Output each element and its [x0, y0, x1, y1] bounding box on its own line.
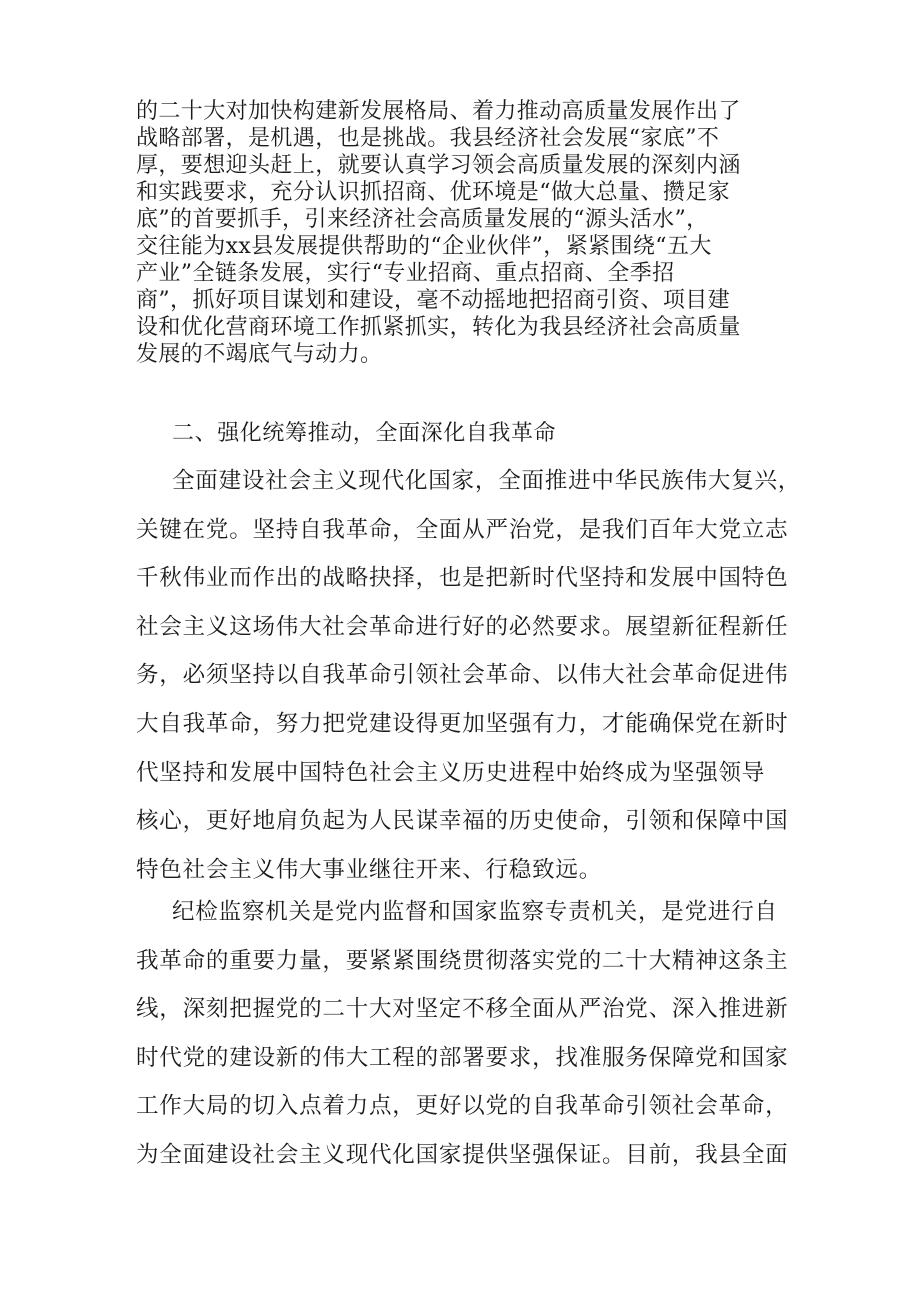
paragraph-2	[136, 457, 802, 894]
paragraph-line: 设和优化营商环境工作抓紧抓实，转化为我县经济社会高质量	[136, 315, 741, 340]
paragraph-1	[136, 98, 796, 368]
paragraph-line: 特色社会主义伟大事业继往开来、行稳致远。	[136, 856, 603, 883]
paragraph-line: 务，必须坚持以自我革命引领社会革命、以伟大社会革命促进伟	[136, 662, 789, 689]
paragraph-line: 商”，抓好项目谋划和建设，毫不动摇地把招商引资、项目建	[136, 288, 731, 313]
paragraph-line: 战略部署，是机遇，也是挑战。我县经济社会发展“家底”不	[136, 126, 720, 151]
paragraph-line: 发展的不竭底气与动力。	[136, 342, 383, 367]
paragraph-line: 纪检监察机关是党内监督和国家监察专责机关，是党进行自	[172, 899, 778, 925]
paragraph-line: 底”的首要抓手，引来经济社会高质量发展的“源头活水”，	[136, 207, 709, 232]
paragraph-line: 的二十大对加快构建新发展格局、着力推动高质量发展作出了	[136, 99, 741, 124]
paragraph-line: 交往能为xx县发展提供帮助的“企业伙伴”，紧紧围绕“五大	[136, 234, 712, 259]
paragraph-line: 厚，要想迎头赶上，就要认真学习领会高质量发展的深刻内涵	[136, 153, 741, 178]
paragraph-line: 核心，更好地肩负起为人民谋幸福的历史使命，引领和保障中国	[136, 808, 789, 835]
section-heading: 二、强化统筹推动，全面深化自我革命	[172, 421, 557, 446]
paragraph-line: 我革命的重要力量，要紧紧围绕贯彻落实党的二十大精神这条主	[136, 947, 789, 974]
paragraph-line: 为全面建设社会主义现代化国家提供坚强保证。目前，我县全面	[136, 1141, 789, 1168]
paragraph-line: 关键在党。坚持自我革命，全面从严治党，是我们百年大党立志	[136, 516, 789, 543]
paragraph-line: 产业”全链条发展，实行“专业招商、重点招商、全季招	[136, 261, 675, 286]
paragraph-line: 和实践要求，充分认识抓招商、优环境是“做大总量、攒足家	[136, 180, 731, 205]
paragraph-3	[136, 888, 796, 1180]
paragraph-line: 大自我革命，努力把党建设得更加坚强有力，才能确保党在新时	[136, 710, 789, 737]
paragraph-line: 代坚持和发展中国特色社会主义历史进程中始终成为坚强领导	[136, 759, 766, 786]
paragraph-line: 时代党的建设新的伟大工程的部署要求，找准服务保障党和国家	[136, 1044, 789, 1071]
paragraph-line: 全面建设社会主义现代化国家，全面推进中华民族伟大复兴，	[172, 468, 802, 494]
paragraph-line: 线，深刻把握党的二十大对坚定不移全面从严治党、深入推进新	[136, 996, 789, 1023]
paragraph-line: 工作大局的切入点着力点，更好以党的自我革命引领社会革命，	[136, 1093, 789, 1120]
paragraph-line: 千秋伟业而作出的战略抉择，也是把新时代坚持和发展中国特色	[136, 565, 789, 592]
paragraph-line: 社会主义这场伟大社会革命进行好的必然要求。展望新征程新任	[136, 613, 789, 640]
